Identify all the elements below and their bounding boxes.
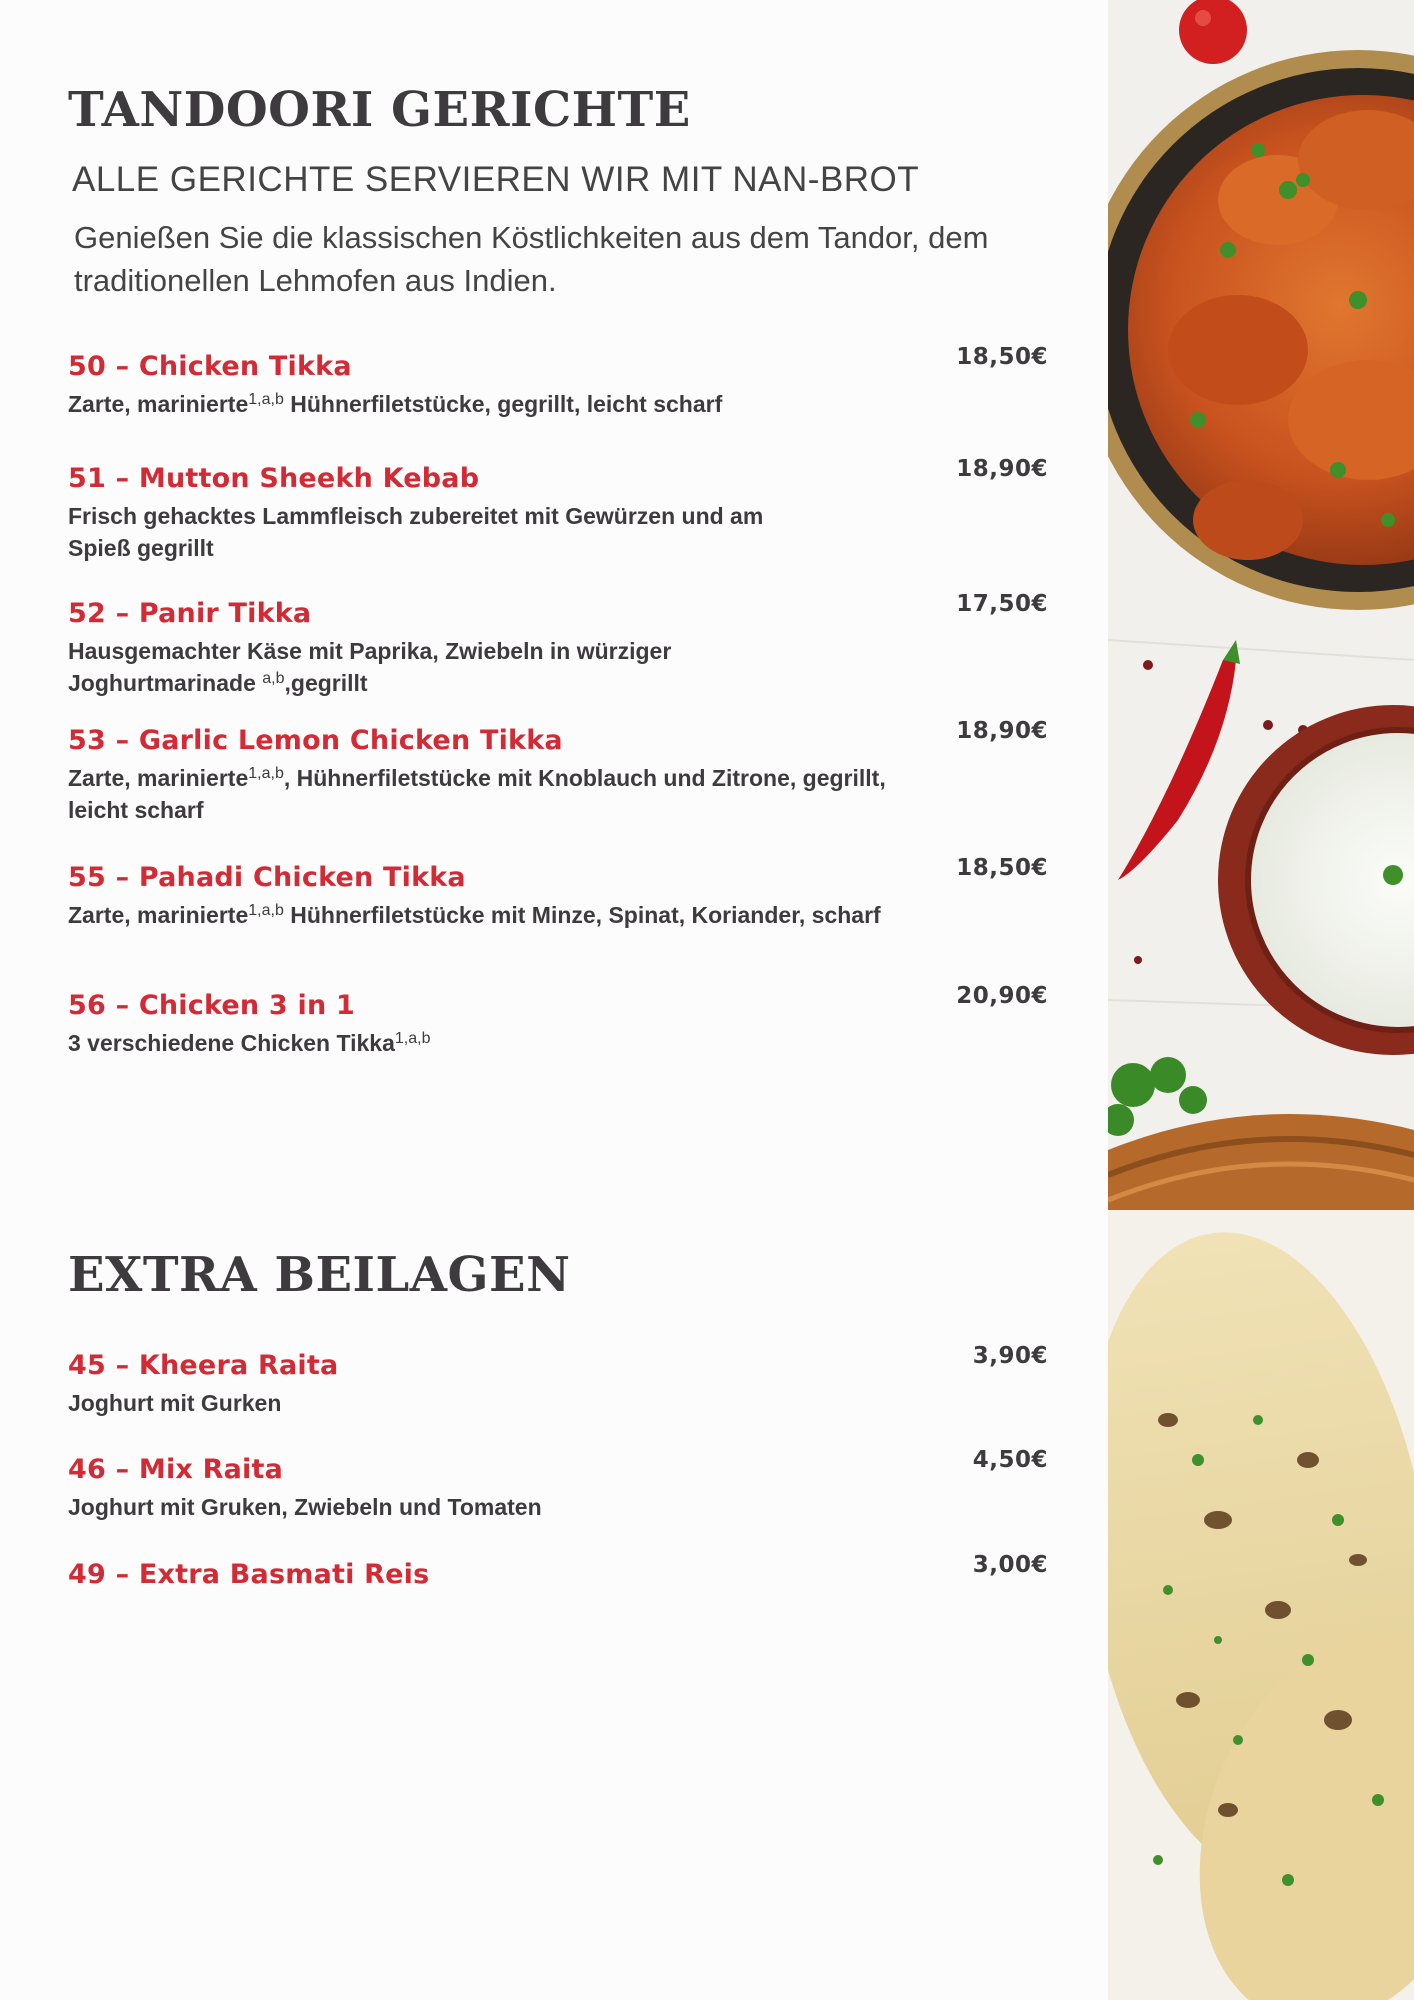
food-photo bbox=[1108, 0, 1414, 2000]
allergen-note: 1,a,b bbox=[248, 902, 284, 919]
menu-item-description: Joghurt mit Gurken bbox=[68, 1390, 282, 1416]
menu-item-description: Hausgemachter Käse mit Paprika, Zwiebeln in würziger Joghurtmarinade $^{a,b}$,gegrillt bbox=[68, 638, 672, 696]
section-title-tandoori: TANDOORI GERICHTE bbox=[68, 82, 691, 138]
menu-item-description: 3 verschiedene Chicken Tikka$^{1,a,b}$ bbox=[68, 1030, 431, 1056]
allergen-note: 1,a,b bbox=[394, 1030, 431, 1047]
menu-item bbox=[68, 718, 1048, 826]
menu-item-name: 55 – Pahadi Chicken Tikka bbox=[68, 862, 466, 893]
menu-item bbox=[68, 1343, 1048, 1419]
menu-item-description: Frisch gehacktes Lammfleisch zubereitet mit Gewürzen und am Spieß gegrillt bbox=[68, 503, 764, 561]
menu-item-name: 50 – Chicken Tikka bbox=[68, 351, 352, 382]
menu-item bbox=[68, 1447, 1048, 1523]
menu-item-price: 18,90€ bbox=[956, 718, 1048, 744]
menu-item-name: 51 – Mutton Sheekh Kebab bbox=[68, 463, 480, 494]
menu-item bbox=[68, 456, 1048, 564]
menu-item-price: 18,50€ bbox=[956, 855, 1048, 881]
menu-item-name: 53 – Garlic Lemon Chicken Tikka bbox=[68, 725, 563, 756]
menu-item-price: 17,50€ bbox=[956, 591, 1048, 617]
menu-item-price: 18,50€ bbox=[956, 344, 1048, 370]
menu-item bbox=[68, 591, 1048, 699]
menu-item-price: 20,90€ bbox=[956, 983, 1048, 1009]
menu-item-price: 18,90€ bbox=[956, 456, 1048, 482]
menu-item-name: 45 – Kheera Raita bbox=[68, 1350, 339, 1381]
menu-item bbox=[68, 983, 1048, 1059]
menu-item-name: 56 – Chicken 3 in 1 bbox=[68, 990, 355, 1021]
menu-item-description: Zarte, marinierte$^{1,a,b}$ Hühnerfiletstücke mit Minze, Spinat, Koriander, scharf bbox=[68, 902, 881, 928]
menu-item-name: 52 – Panir Tikka bbox=[68, 598, 312, 629]
section-subtitle: ALLE GERICHTE SERVIEREN WIR MIT NAN-BROT bbox=[72, 160, 920, 199]
menu-item bbox=[68, 1552, 1048, 1592]
allergen-note: 1,a,b bbox=[248, 765, 284, 782]
allergen-note: a,b bbox=[262, 670, 285, 687]
menu-item-name: 49 – Extra Basmati Reis bbox=[68, 1559, 430, 1590]
food-photo-illustration bbox=[1108, 0, 1414, 2000]
menu-item-price: 4,50€ bbox=[972, 1447, 1048, 1473]
section-intro: Genießen Sie die klassischen Köstlichkeiten aus dem Tandor, dem traditionellen Lehmofen aus Indien. bbox=[74, 220, 989, 298]
menu-item-price: 3,00€ bbox=[972, 1552, 1048, 1578]
menu-item bbox=[68, 855, 1048, 931]
menu-item-description: Joghurt mit Gruken, Zwiebeln und Tomaten bbox=[68, 1494, 542, 1520]
menu-item-name: 46 – Mix Raita bbox=[68, 1454, 284, 1485]
allergen-note: 1,a,b bbox=[248, 391, 284, 408]
section-title-beilagen: EXTRA BEILAGEN bbox=[68, 1247, 571, 1303]
menu-item-description: Zarte, marinierte$^{1,a,b}$, Hühnerfiletstücke mit Knoblauch und Zitrone, gegrillt, leicht scharf bbox=[68, 765, 886, 823]
menu-item-description: Zarte, marinierte$^{1,a,b}$ Hühnerfiletstücke, gegrillt, leicht scharf bbox=[68, 391, 723, 417]
menu-item-price: 3,90€ bbox=[972, 1343, 1048, 1369]
menu-item bbox=[68, 344, 1048, 420]
